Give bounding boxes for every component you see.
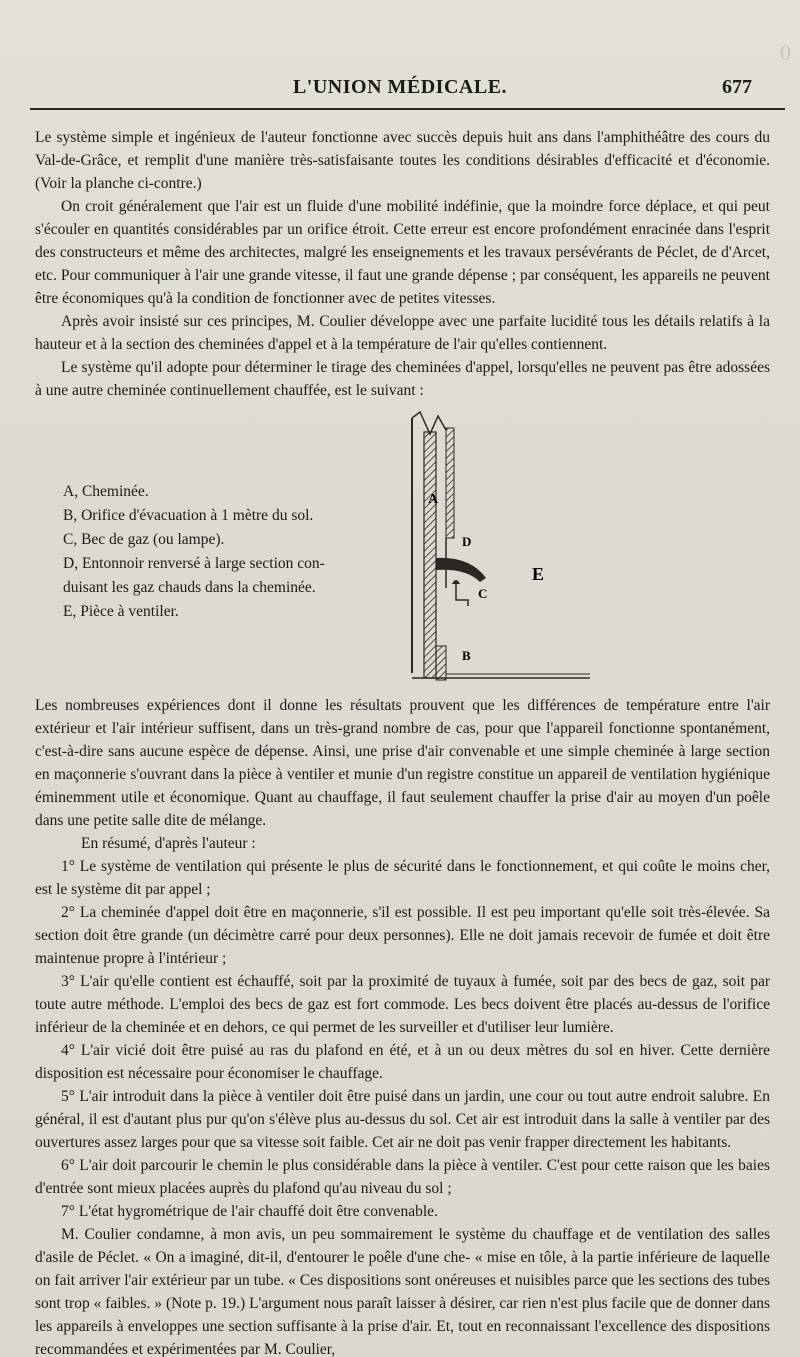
lower-opening-block xyxy=(436,646,446,680)
legend-item: B, Orifice d'évacuation à 1 mètre du sol. xyxy=(63,507,314,524)
paragraph: Après avoir insisté sur ces principes, M. Coulier développe avec une parfaite lucidité tous les détails relatifs à la hauteur et à la section des cheminées d'appel et à la température de l'air qu'elles contiennent. xyxy=(35,313,770,353)
chimney-diagram xyxy=(390,408,600,693)
label-a: A xyxy=(428,492,439,507)
top-text-block xyxy=(35,126,770,402)
list-item: 1° Le système de ventilation qui présente le plus de sécurité dans le fonctionnement, et qui coûte le moins cher, est le système dit par appel ; xyxy=(35,858,770,898)
gas-flame xyxy=(452,580,460,584)
list-item: 7° L'état hygrométrique de l'air chauffé doit être convenable. xyxy=(61,1203,438,1220)
inverted-funnel xyxy=(436,558,486,582)
label-c: C xyxy=(478,586,488,601)
list-item: 5° L'air introduit dans la pièce à ventiler doit être puisé dans un jardin, une cour ou tout autre endroit salubre. En général, il est d'autant plus pur qu'on s'élève plus au-dessus du sol. Cet air est introduit dans la salle à ventiler par des ouvertures assez larges pour que sa vitesse soit faible. Cet air ne doit pas venir frapper directement les habitants. xyxy=(35,1088,770,1151)
running-title: L'UNION MÉDICALE. xyxy=(292,76,508,98)
paragraph: Le système simple et ingénieux de l'auteur fonctionne avec succès depuis huit ans dans l'amphithéâtre des cours du Val-de-Grâce, et remplit d'une manière très-satisfaisante toutes les conditions désirables d'efficacité et d'économie. (Voir la planche ci-contre.) xyxy=(35,129,770,192)
chimney-inner-wall xyxy=(446,428,454,538)
show-through-mark: 0 xyxy=(780,40,791,65)
label-d: D xyxy=(462,534,472,549)
list-item: 6° L'air doit parcourir le chemin le plus considérable dans la pièce à ventiler. C'est pour cette raison que les baies d'entrée sont mieux placées auprès du plafond qu'au niveau du sol ; xyxy=(35,1157,770,1197)
list-item: 2° La cheminée d'appel doit être en maçonnerie, s'il est possible. Il est peu important qu'elle soit très-élevée. Sa section doit être grande (un décimètre carré pour deux personnes). Elle ne doit jamais recevoir de fumée et doit être maintenue propre à l'intérieur ; xyxy=(35,904,770,967)
list-item: 4° L'air vicié doit être puisé au ras du plafond en été, et à un ou deux mètres du sol en hiver. Cette dernière disposition est nécessaire pour économiser le chauffage. xyxy=(35,1042,770,1082)
list-item: 3° L'air qu'elle contient est échauffé, soit par la proximité de tuyaux à fumée, soit par des becs de gaz, soit par toute autre méthode. L'emploi des becs de gaz est fort commode. Les becs doivent être placés au-dessus de l'orifice inférieur de la cheminée et en dehors, ce qui permet de les surveiller et d'utiliser leur lumière. xyxy=(35,973,770,1036)
bottom-text-block xyxy=(35,694,770,1357)
label-b: B xyxy=(462,648,471,663)
paragraph: On croit généralement que l'air est un fluide d'une mobilité indéfinie, que la moindre force déplace, et qui peut s'écouler en quantités considérables par un orifice étroit. Cette erreur est encore profondément enracinée dans l'esprit des constructeurs et même des architectes, malgré les enseignements et les travaux persévérants de Péclet, de d'Arcet, etc. Pour communiquer à l'air une grande vitesse, il faut une grande dépense ; par conséquent, les appareils ne peuvent être économiques qu'à la condition de fonctionner avec de petites vitesses. xyxy=(35,198,770,307)
figure-legend xyxy=(63,480,363,624)
paragraph: Le système qu'il adopte pour déterminer le tirage des cheminées d'appel, lorsqu'elles ne peuvent pas être adossées à une autre cheminée continuellement chauffée, est le suivant : xyxy=(35,359,770,399)
paragraph: M. Coulier condamne, à mon avis, un peu sommairement le système du chauffage et de ventilation des salles d'asile de Péclet. « On a imaginé, dit-il, d'entourer le poêle d'une che- « mise en tôle, à la partie inférieure de laquelle on fait arriver l'air extérieur par un tube. « Ces dispositions sont onéreuses et nuisibles parce que les sections des tubes sont trop « faibles. » (Note p. 19.) L'argument nous paraît laisser à désirer, car rien n'est plus facile que de donner dans les appareils à enveloppes une section suffisante à la prise d'air. Et, tout en reconnaissant l'excellence des dispositions recommandées et expérimentées par M. Coulier, xyxy=(35,1226,770,1357)
chimney-top xyxy=(412,412,446,434)
paragraph: Les nombreuses expériences dont il donne les résultats prouvent que les différences de température entre l'air extérieur et l'air intérieur suffisent, dans un très-grand nombre de cas, pour que l'appareil fonctionne spontanément, c'est-à-dire sans aucune espèce de dépense. Ainsi, une prise d'air convenable et une simple cheminée à large section en maçonnerie s'ouvrant dans la pièce à ventiler et munie d'un registre constitue un appareil de ventilation hygiénique éminemment utile et économique. Quant au chauffage, il faut seulement chauffer la prise d'air au moyen d'un poêle dans une petite salle dite de mélange. xyxy=(35,697,770,829)
page-number: 677 xyxy=(722,76,752,98)
legend-item: E, Pièce à ventiler. xyxy=(63,603,179,620)
legend-item: A, Cheminée. xyxy=(63,483,149,500)
paragraph: En résumé, d'après l'auteur : xyxy=(81,835,256,852)
legend-item: duisant les gaz chauds dans la cheminée. xyxy=(63,579,316,596)
hatched-wall xyxy=(424,432,436,678)
legend-item: D, Entonnoir renversé à large section con- xyxy=(63,555,325,572)
legend-item: C, Bec de gaz (ou lampe). xyxy=(63,531,225,548)
gas-pipe xyxy=(456,584,468,606)
page-header xyxy=(60,76,752,106)
header-rule xyxy=(30,108,785,110)
label-e: E xyxy=(532,564,545,584)
chimney-diagram-svg xyxy=(390,408,600,693)
